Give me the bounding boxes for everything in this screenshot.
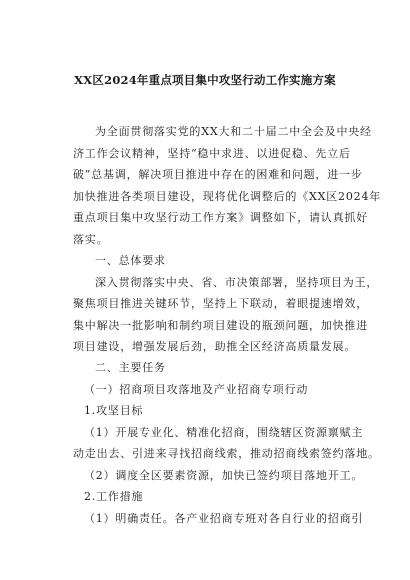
document-title: XX区2024年重点项目集中攻坚行动工作实施方案	[74, 73, 336, 87]
intro-line: 落实。	[73, 232, 109, 246]
subsection-heading: （一）招商项目攻落地及产业招商专项行动	[84, 382, 309, 396]
point-line: （1）开展专业化、精准化招商，围绕辖区资源禀赋主	[84, 425, 364, 439]
section-line: 深入贯彻落实中央、省、市决策部署，坚持项目为王，	[95, 275, 379, 289]
intro-paragraph	[73, 121, 382, 250]
section-line: 聚焦项目推进关键环节，坚持上下联动，着眼提速增效，	[73, 297, 368, 310]
point-line: （2）调度全区要素资源，加快已签约项目落地开工。	[84, 468, 364, 482]
section-general-requirements	[73, 250, 379, 358]
intro-line: 破”总基调，解决项目推进中存在的困难和问题，进一步	[73, 168, 363, 181]
point-heading: 1.攻坚目标	[84, 404, 144, 417]
section-heading: 二、主要任务	[95, 361, 166, 374]
intro-line: 济工作会议精神，坚持“稳中求进、以进促稳、先立后	[73, 146, 351, 160]
section-line: 项目建设，增强发展后劲，助推全区经济高质量发展。	[73, 340, 357, 353]
intro-line: 加快推进各类项目建设，现将优化调整后的《XX区2024年	[73, 189, 382, 203]
intro-line: 重点项目集中攻坚行动工作方案》调整如下，请认真抓好	[73, 211, 368, 224]
section-line: 集中解决一批影响和制约项目建设的瓶颈问题，加快推进	[73, 318, 368, 332]
point-line: （1）明确责任。各产业招商专班对各自行业的招商引	[84, 511, 364, 525]
point-heading: 2.工作措施	[84, 490, 144, 503]
section-heading: 一、总体要求	[95, 254, 166, 267]
intro-line: 为全面贯彻落实党的XX大和二十届二中全会及中央经	[95, 125, 372, 138]
section-main-tasks	[73, 357, 380, 529]
point-line: 动走出去、引进来寻找招商线索，推动招商线索签约落地。	[73, 447, 380, 460]
